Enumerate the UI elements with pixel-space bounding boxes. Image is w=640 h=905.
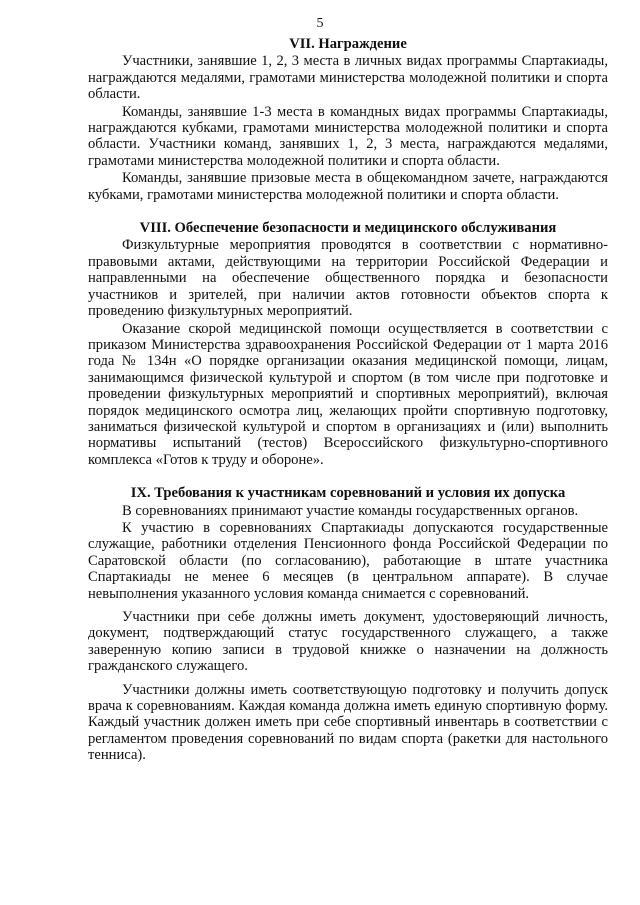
page-number: 5 [316,16,324,31]
paragraph: Участники при себе должны иметь документ, удостоверяющий личность, документ, подтверждающий статус государственного служащего, а также заверенную копию записи в трудовой книжке о назначении на должность гражданского служащего. [88,609,608,675]
section-awards [88,36,608,203]
document-body [88,36,608,765]
paragraph: Оказание скорой медицинской помощи осуществляется в соответствии с приказом Министерства здравоохранения Российской Федерации от 1 марта 2016 года № 134н «О порядке организации оказания медицинской помощи, лицам, занимающимся физической культурой и спортом (в том числе при подготовке и проведении физкультурных мероприятий и спортивных мероприятий), включая порядок медицинского осмотра лиц, желающих пройти спортивную подготовку, заниматься физической культурой и спортом в организациях и (или) выполнить нормативы испытаний (тестов) Всероссийского физкультурно-спортивного комплекса «Готов к труду и обороне». [88,320,608,468]
paragraph: К участию в соревнованиях Спартакиады допускаются государственные служащие, работники отделения Пенсионного фонда Российской Федерации по Саратовской области (по согласованию), работающие в штате участника Спартакиады не менее 6 месяцев (в центральном аппарате). В случае невыполнения указанного условия команда снимается с соревнований. [88,519,608,602]
paragraph: Физкультурные мероприятия проводятся в соответствии с нормативно-правовыми актами, действующими на территории Российской Федерации и направленными на обеспечение общественного порядка и безопасности участников и зрителей, при наличии актов готовности объектов спорта к проведению физкультурных мероприятий. [88,237,608,320]
section-title: VIII. Обеспечение безопасности и медицинского обслуживания [139,220,557,237]
paragraph: Участники должны иметь соответствующую подготовку и получить допуск врача к соревнованиям. Каждая команда должна иметь единую спортивную форму. Каждый участник должен иметь при себе спортивный инвентарь в соответствии с регламентом проведения соревнований по видам спорта (ракетки для настольного тенниса). [88,681,608,764]
section-safety-medical [88,220,608,468]
paragraph: В соревнованиях принимают участие команды государственных органов. [122,502,579,519]
section-title: VII. Награждение [289,36,407,52]
paragraph: Команды, занявшие 1-3 места в командных видах программы Спартакиады, награждаются кубками, грамотами министерства молодежной политики и спорта области. Участники команд, занявших 1, 2, 3 места, награждаются медалями, грамотами министерства молодежной политики и спорта области. [88,103,608,169]
paragraph: Участники, занявшие 1, 2, 3 места в личных видах программы Спартакиады, награждаются медалями, грамотами министерства молодежной политики и спорта области. [88,53,608,103]
paragraph: Команды, занявшие призовые места в общекомандном зачете, награждаются кубками, грамотами министерства молодежной политики и спорта области. [88,170,608,203]
section-participant-requirements [88,485,608,764]
section-title: IX. Требования к участникам соревнований и условия их допуска [130,485,566,502]
